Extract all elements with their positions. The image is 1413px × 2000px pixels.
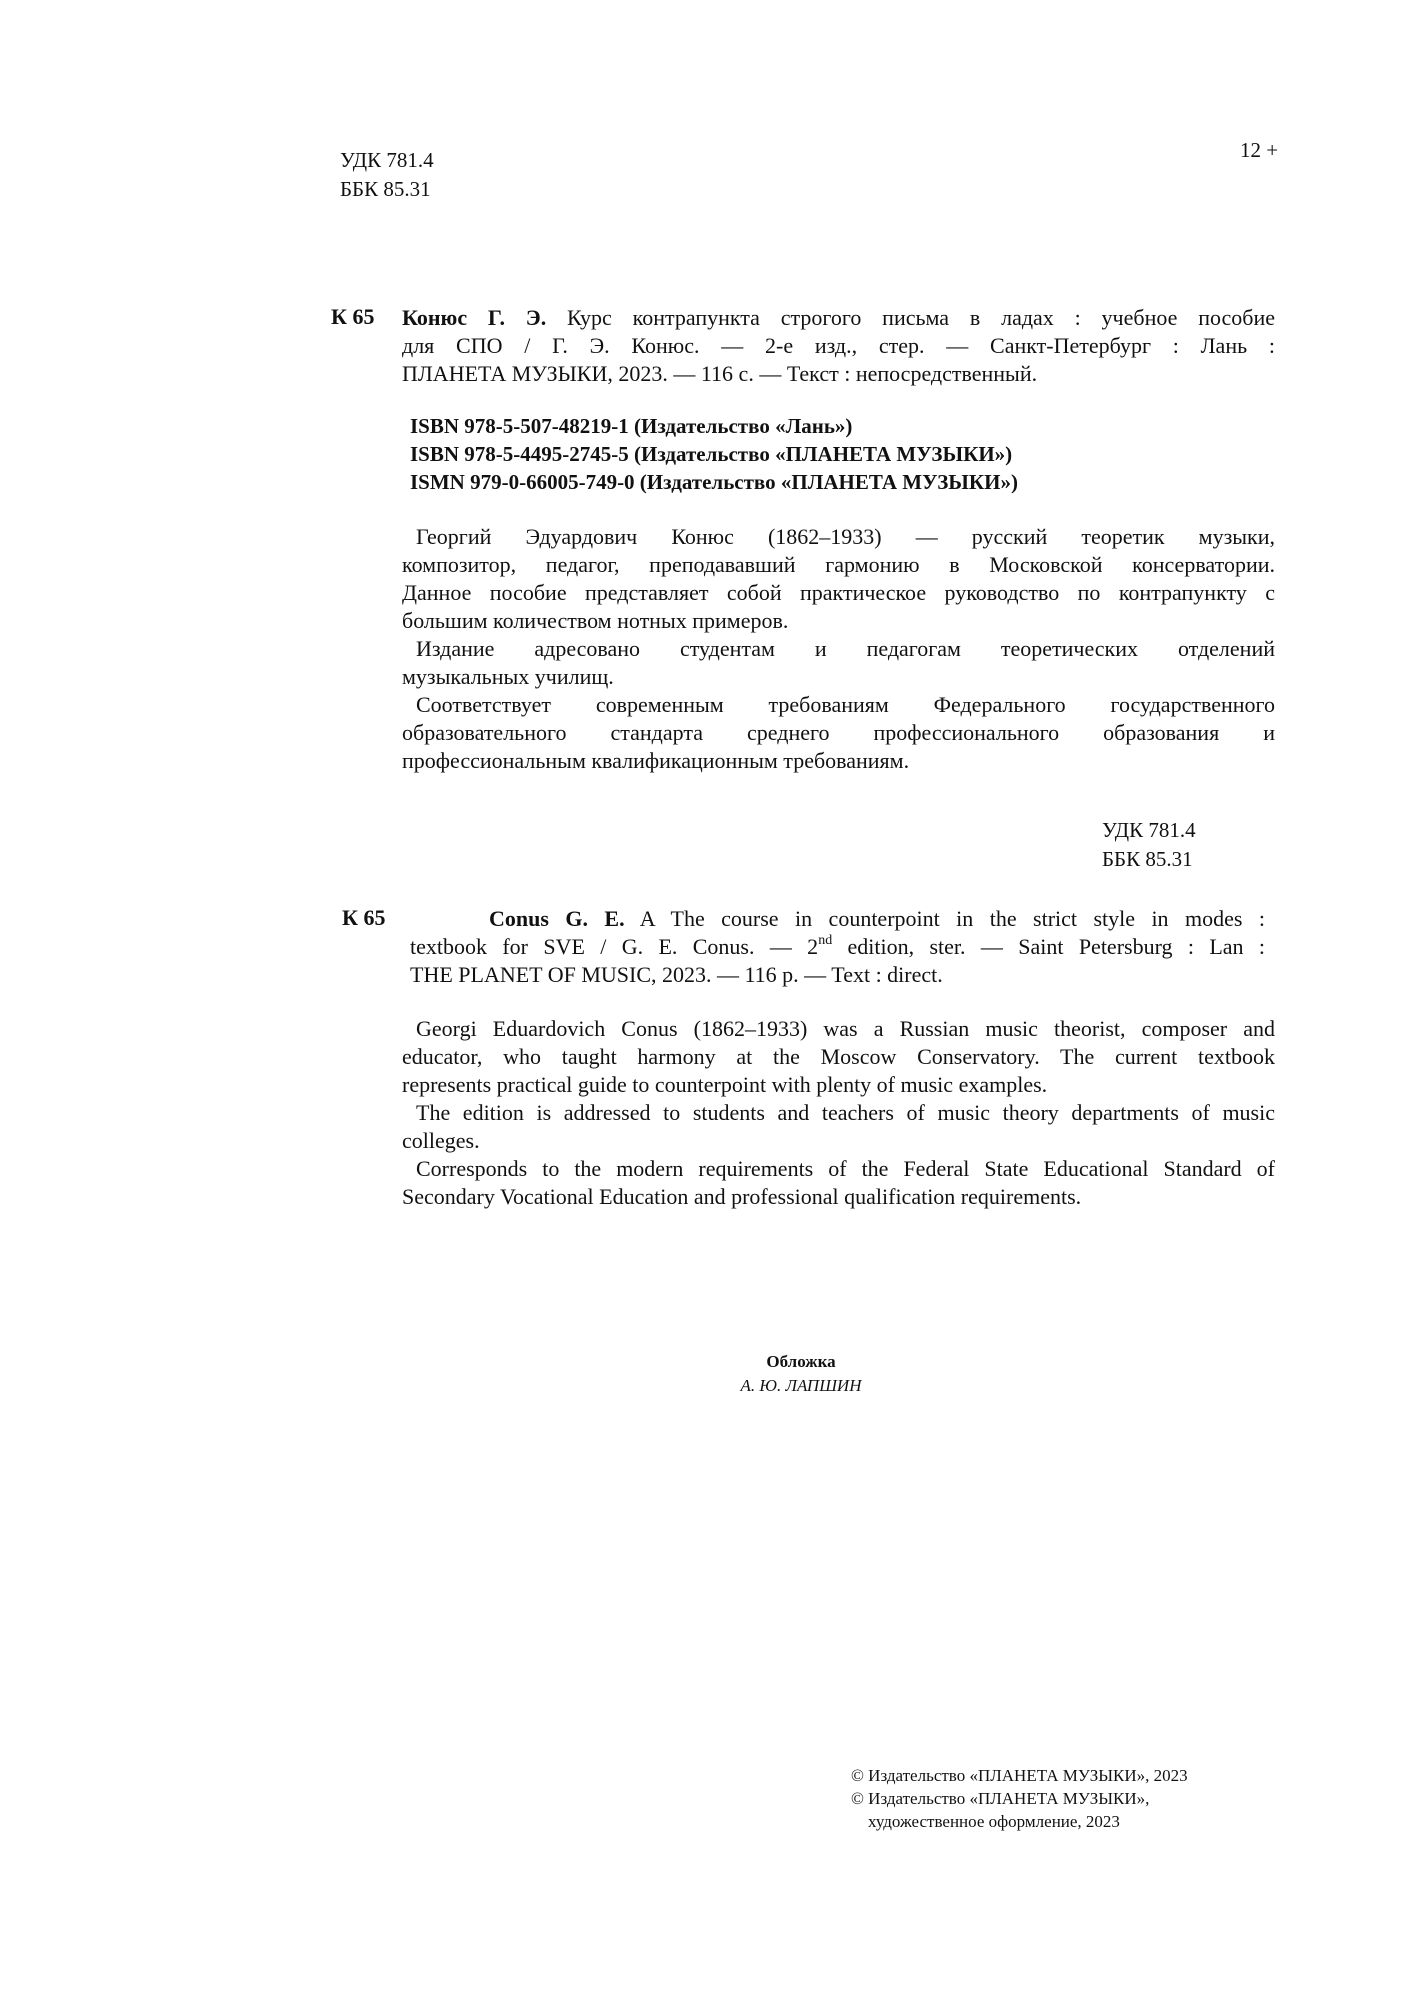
ru-abstract-line: большим количеством нотных примеров. [402, 608, 789, 633]
en-abstract [402, 1015, 1275, 1211]
udk-code: УДК 781.4 [340, 148, 434, 172]
ordinal-suffix: nd [818, 932, 833, 948]
ru-abstract [402, 523, 1275, 775]
en-abstract-line: The edition is addressed to students and teachers of music theory departments of music [416, 1100, 1275, 1125]
en-entry-line-1 [410, 905, 1265, 933]
cover-credits [626, 1350, 976, 1398]
en-title: A The course in counterpoint in the strict style in modes : [624, 906, 1265, 931]
en-entry-line-2-pre: textbook for SVE / G. E. Conus. — 2 [410, 934, 819, 959]
en-bibliographic-entry [410, 905, 1265, 989]
ru-abstract-line: образовательного стандарта среднего профессионального образования и [402, 720, 1275, 745]
cover-label: Обложка [766, 1352, 836, 1371]
ru-abstract-line: музыкальных училищ. [402, 664, 614, 689]
copyright-line: © Издательство «ПЛАНЕТА МУЗЫКИ», 2023 [851, 1766, 1188, 1785]
ru-author: Конюс Г. Э. [402, 305, 547, 330]
isbn-lan: ISBN 978-5-507-48219-1 (Издательство «Лань») [410, 414, 853, 438]
isbn-planeta: ISBN 978-5-4495-2745-5 (Издательство «ПЛАНЕТА МУЗЫКИ») [410, 442, 1013, 466]
age-rating: 12 + [1240, 138, 1279, 162]
udk-code: УДК 781.4 [1102, 818, 1196, 842]
ru-title: Курс контрапункта строгого письма в ладах : учебное пособие [546, 305, 1276, 330]
cover-artist: А. Ю. ЛАПШИН [740, 1376, 862, 1395]
copyright-line: художественное оформление, 2023 [868, 1812, 1120, 1831]
en-abstract-line: Corresponds to the modern requirements of the Federal State Educational Standard of [416, 1156, 1275, 1181]
ru-abstract-line: Георгий Эдуардович Конюс (1862–1933) — русский теоретик музыки, [416, 524, 1275, 549]
en-abstract-line: educator, who taught harmony at the Moscow Conservatory. The current textbook [402, 1044, 1275, 1069]
en-author: Conus G. E. [489, 906, 625, 931]
copyright-block [851, 1764, 1188, 1833]
en-entry-line-2-post: edition, ster. — Saint Petersburg : Lan : [832, 934, 1265, 959]
bbk-code: ББК 85.31 [1102, 847, 1193, 871]
isbn-block [410, 412, 1018, 496]
en-entry-line-3: THE PLANET OF MUSIC, 2023. — 116 p. — Text : direct. [410, 962, 943, 987]
en-entry-line-2 [410, 933, 1265, 961]
en-abstract-line: Secondary Vocational Education and professional qualification requirements. [402, 1184, 1082, 1209]
ru-abstract-line: Соответствует современным требованиям Федерального государственного [416, 692, 1275, 717]
en-abstract-line: colleges. [402, 1128, 480, 1153]
ru-entry-line-1 [402, 304, 1275, 332]
header-codes [340, 146, 434, 204]
ru-abstract-line: Данное пособие представляет собой практическое руководство по контрапункту с [402, 580, 1275, 605]
ru-abstract-line: профессиональным квалификационным требованиям. [402, 748, 910, 773]
ru-abstract-line: композитор, педагог, преподававший гармонию в Московской консерватории. [402, 552, 1275, 577]
ismn-planeta: ISMN 979-0-66005-749-0 (Издательство «ПЛАНЕТА МУЗЫКИ») [410, 470, 1018, 494]
ru-classmark: К 65 [331, 304, 375, 329]
bbk-code: ББК 85.31 [340, 177, 431, 201]
ru-entry-line-3: ПЛАНЕТА МУЗЫКИ, 2023. — 116 с. — Текст : непосредственный. [402, 361, 1038, 386]
copyright-line: © Издательство «ПЛАНЕТА МУЗЫКИ», [851, 1789, 1150, 1808]
mid-codes [1102, 816, 1196, 874]
ru-abstract-line: Издание адресовано студентам и педагогам теоретических отделений [416, 636, 1275, 661]
en-abstract-line: Georgi Eduardovich Conus (1862–1933) was a Russian music theorist, composer and [416, 1016, 1275, 1041]
ru-bibliographic-entry [402, 304, 1275, 388]
en-abstract-line: represents practical guide to counterpoint with plenty of music examples. [402, 1072, 1048, 1097]
ru-entry-line-2: для СПО / Г. Э. Конюс. — 2-е изд., стер. — Санкт-Петербург : Лань : [402, 333, 1275, 358]
en-classmark: К 65 [342, 905, 386, 930]
